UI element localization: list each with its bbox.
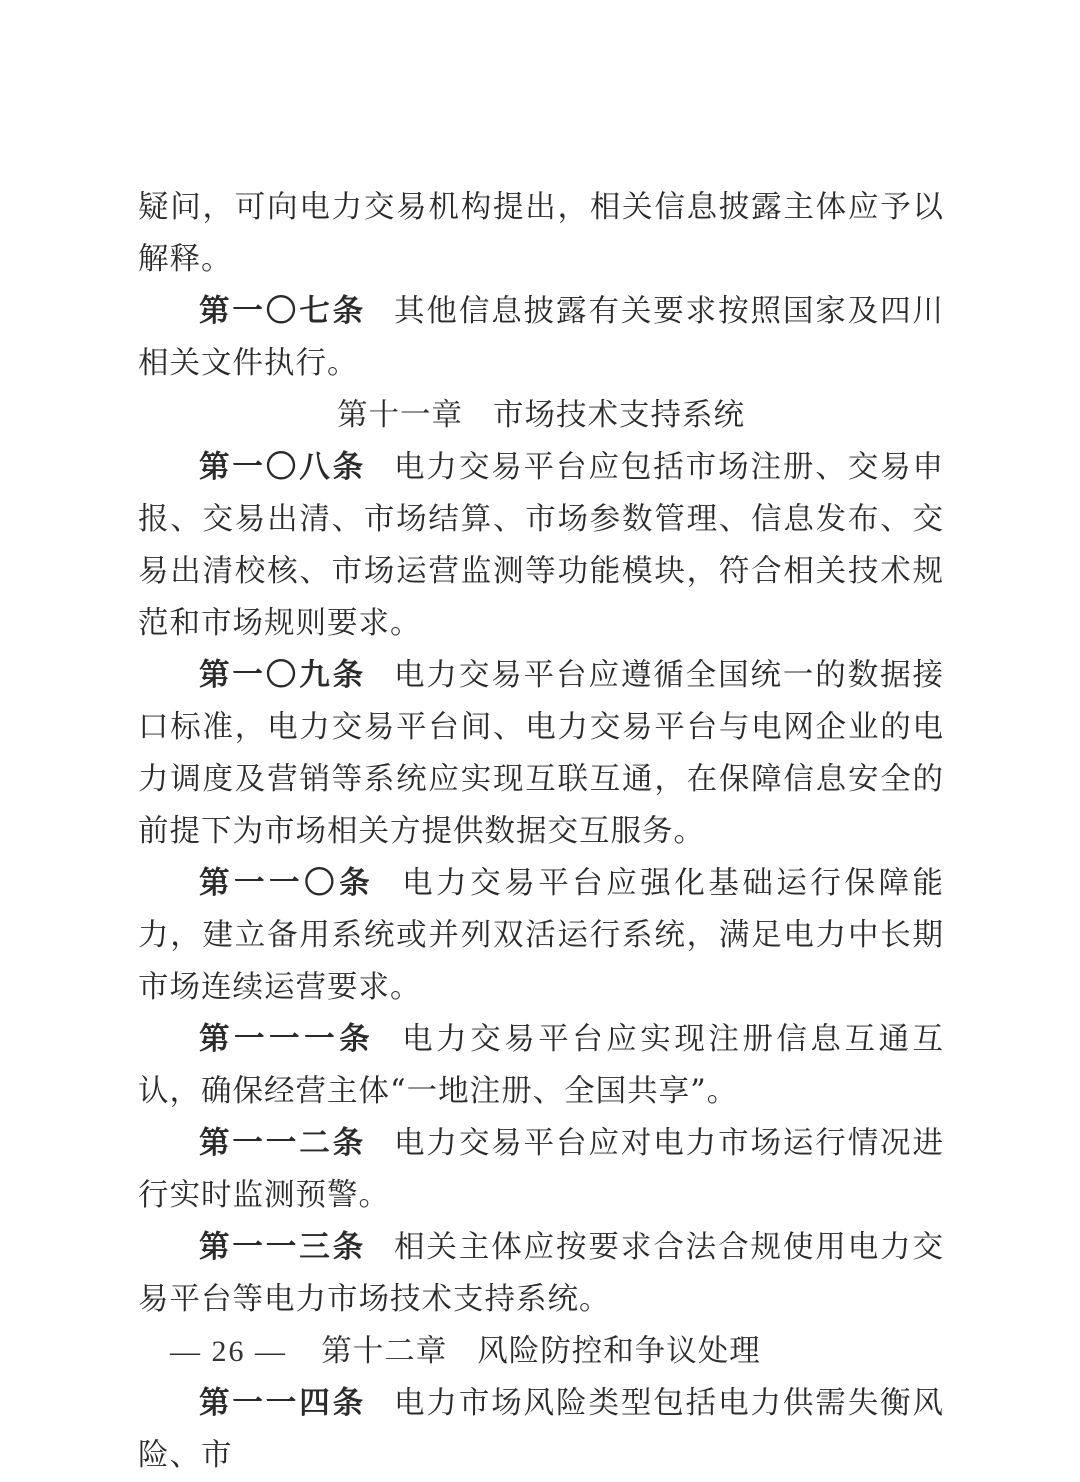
paragraph-continuation (138, 182, 944, 286)
chapter-title: 市场技术支持系统 (493, 398, 745, 433)
article-number: 第一一二条 (199, 1126, 367, 1161)
chapter-number: 第十一章 (337, 398, 463, 433)
article-108 (138, 442, 944, 650)
article-111 (138, 1014, 944, 1118)
document-body (138, 182, 944, 1482)
article-112 (138, 1118, 944, 1222)
chapter-title: 风险防控和争议处理 (477, 1334, 761, 1369)
chapter-number: 第十二章 (321, 1334, 448, 1369)
article-text: 电力交易平台应实现注册信息互通互认，确保经营主体“一地注册、全国共享”。 (138, 1022, 944, 1109)
article-110 (138, 858, 944, 1014)
article-number: 第一〇八条 (199, 450, 367, 485)
article-number: 第一一〇条 (199, 866, 375, 901)
paragraph-text: 疑问，可向电力交易机构提出，相关信息披露主体应予以解释。 (138, 190, 944, 277)
article-text: 电力交易平台应强化基础运行保障能力，建立备用系统或并列双活运行系统，满足电力中长期市场连续运营要求。 (138, 866, 944, 1005)
article-text: 电力交易平台应遵循全国统一的数据接口标准，电力交易平台间、电力交易平台与电网企业的电力调度及营销等系统应实现互联互通，在保障信息安全的前提下为市场相关方提供数据交互服务。 (138, 658, 945, 849)
article-text: 电力市场风险类型包括电力供需失衡风险、市 (138, 1386, 945, 1473)
article-text: 其他信息披露有关要求按照国家及四川相关文件执行。 (138, 294, 945, 381)
article-number: 第一一三条 (199, 1230, 367, 1265)
article-113 (138, 1222, 944, 1326)
article-text: 电力交易平台应对电力市场运行情况进行实时监测预警。 (138, 1126, 945, 1213)
article-number: 第一〇七条 (199, 294, 367, 329)
article-text: 相关主体应按要求合法合规使用电力交易平台等电力市场技术支持系统。 (138, 1230, 945, 1317)
article-109 (138, 650, 944, 858)
article-text: 电力交易平台应包括市场注册、交易申报、交易出清、市场结算、市场参数管理、信息发布、交易出清校核、市场运营监测等功能模块，符合相关技术规范和市场规则要求。 (138, 450, 945, 641)
page-number: — 26 — (170, 1335, 287, 1368)
article-number: 第一一一条 (199, 1022, 375, 1057)
article-107 (138, 286, 944, 390)
article-114 (138, 1378, 944, 1482)
article-number: 第一一四条 (199, 1386, 367, 1421)
article-number: 第一〇九条 (199, 658, 367, 693)
chapter-heading-11 (138, 390, 944, 442)
